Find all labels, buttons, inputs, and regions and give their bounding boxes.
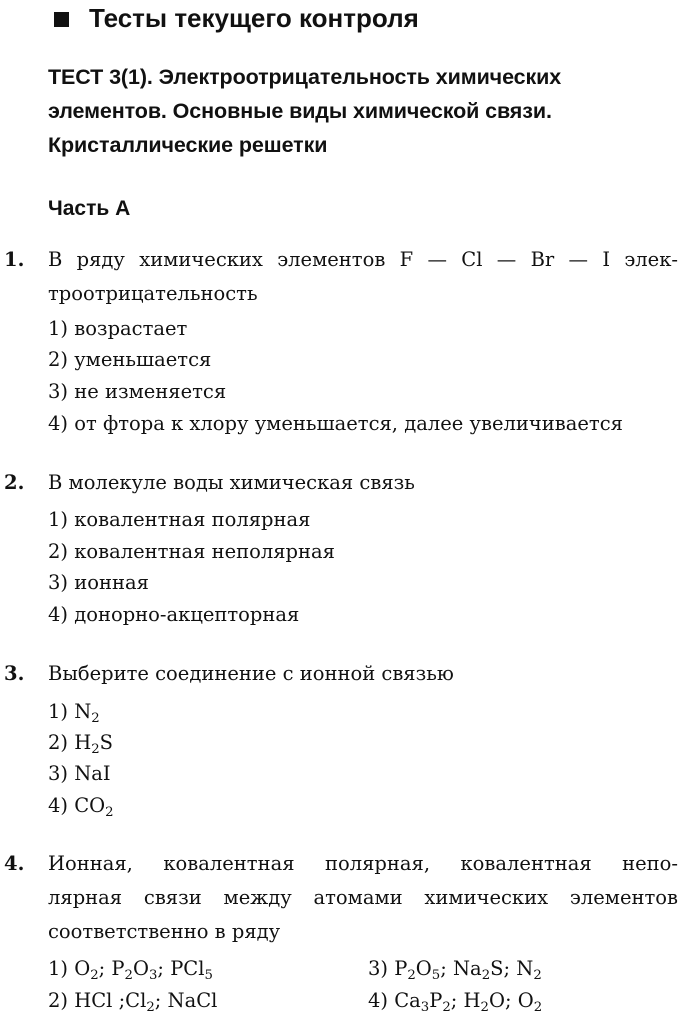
question-text [48, 243, 678, 311]
test-title [48, 60, 678, 162]
question-text-line: соответственно в ряду [48, 920, 281, 943]
test-title-line: ТЕСТ 3(1). Электроотрицательность химических [48, 65, 562, 89]
answer-option [48, 727, 113, 758]
option-number: 4) [368, 989, 395, 1012]
question-number: 1. [4, 248, 25, 271]
answer-option [48, 696, 100, 727]
option-number: 3) [368, 957, 395, 980]
answer-option: 2) уменьшается [48, 348, 212, 371]
question-text-line: лярная связи между атомами химических элементов [48, 886, 678, 909]
option-number: 4) [48, 794, 75, 817]
answer-option: 2) ковалентная неполярная [48, 540, 335, 563]
answer-option [368, 953, 542, 984]
answer-option: 3) не изменяется [48, 380, 227, 403]
chemical-formula: HCl $;Cl_2$; NaCl [74, 989, 218, 1015]
question-number: 3. [4, 662, 25, 685]
chemical-formula: $H_2S$ [74, 731, 114, 757]
question-text-line: Выберите соединение с ионной связью [48, 662, 454, 685]
question-text-line: В молекуле воды химическая связь [48, 471, 415, 494]
question-number: 4. [4, 852, 25, 875]
answer-option [48, 790, 114, 821]
question-text [48, 657, 678, 691]
answer-option [48, 985, 217, 1016]
chemical-formula: $CO_2$ [74, 794, 114, 820]
question-text-line: троотрицательность [48, 282, 258, 305]
option-number: 3) [48, 762, 75, 785]
answer-option [48, 758, 111, 789]
option-number: 1) [48, 957, 75, 980]
answer-option: 4) донорно-акцепторная [48, 603, 300, 626]
option-number: 1) [48, 700, 75, 723]
question-text-line: Ионная, ковалентная полярная, ковалентная непо- [48, 852, 678, 875]
test-title-line: Кристаллические решетки [48, 133, 328, 157]
chemical-formula: $P_2O_5$; $Na_2S$; $N_2$ [394, 957, 542, 983]
chemical-formula: NaI [74, 762, 111, 785]
chemical-formula: $N_2$ [74, 700, 100, 726]
answer-option [48, 953, 213, 984]
square-bullet-icon [54, 12, 69, 27]
option-number: 2) [48, 731, 75, 754]
question-text [48, 466, 678, 500]
answer-option: 1) ковалентная полярная [48, 508, 311, 531]
answer-option: 1) возрастает [48, 317, 188, 340]
chemical-formula: $Ca_3P_2$; $H_2O$; $O_2$ [394, 989, 543, 1015]
answer-option: 4) от фтора к хлору уменьшается, далее увеличивается [48, 412, 623, 435]
chemical-formula: $O_2$; $P_2O_3$; PCl$_5$ [74, 957, 213, 983]
option-number: 2) [48, 989, 75, 1012]
test-title-line: элементов. Основные виды химической связи. [48, 99, 552, 123]
answer-option [368, 985, 542, 1016]
section-title: Тесты текущего контроля [89, 3, 419, 33]
answer-option: 3) ионная [48, 571, 149, 594]
question-number: 2. [4, 471, 25, 494]
question-text [48, 847, 678, 949]
part-label: Часть А [48, 197, 131, 220]
section-header [54, 0, 419, 36]
question-text-line: В ряду химических элементов F — Cl — Br — I элек- [48, 248, 678, 271]
